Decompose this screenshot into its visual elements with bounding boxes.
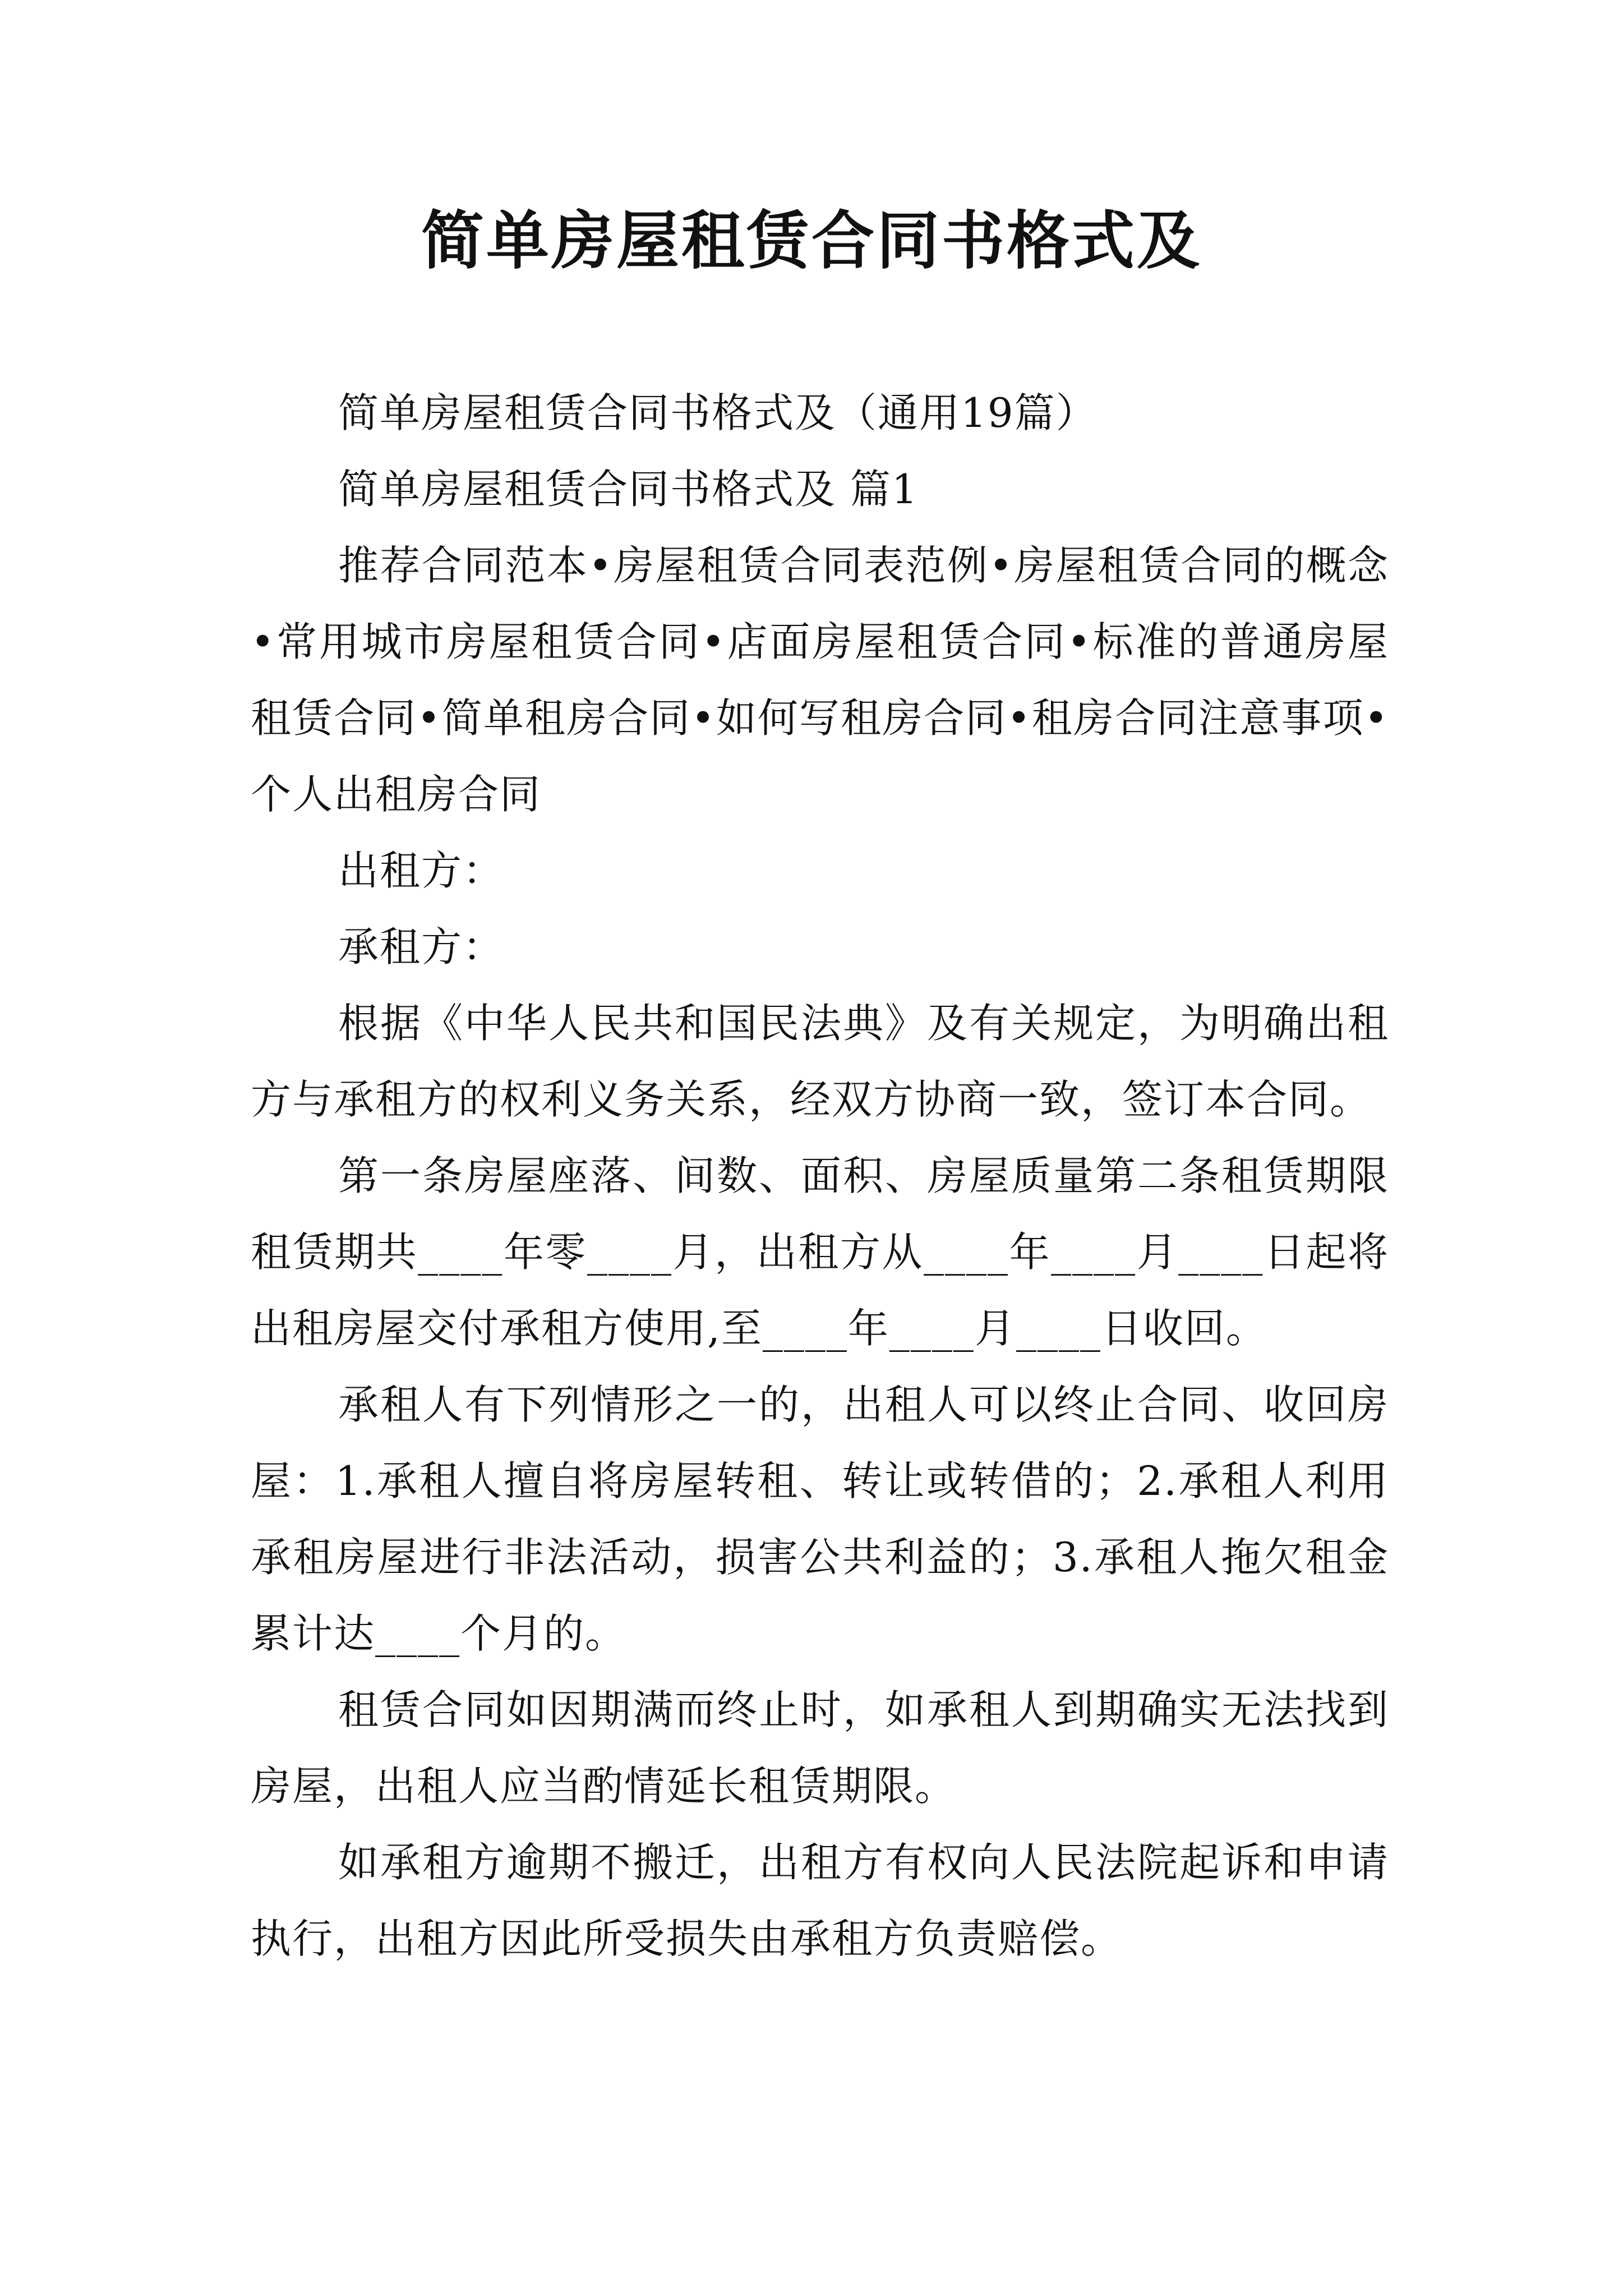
paragraph-overdue: 如承租方逾期不搬迁，出租方有权向人民法院起诉和申请执行，出租方因此所受损失由承租方负责赔偿。 [251,1839,1389,1962]
paragraph-lessor: 出租方： [338,847,505,894]
paragraph-article-1: 第一条房屋座落、间数、面积、房屋质量第二条租赁期限租赁期共____年零____月，出租方从____年____月____日起将出租房屋交付承租方使用,至____年____月____日收回。 [251,1152,1389,1352]
paragraph-section-heading: 简单房屋租赁合同书格式及 篇1 [338,466,919,513]
paragraph-recommended-list: 推荐合同范本•房屋租赁合同表范例•房屋租赁合同的概念•常用城市房屋租赁合同•店面房屋租赁合同•标准的普通房屋租赁合同•简单租房合同•如何写租房合同•租房合同注意事项•个人出租房合同 [251,542,1389,818]
paragraph-extension: 租赁合同如因期满而终止时，如承租人到期确实无法找到房屋，出租人应当酌情延长租赁期限。 [251,1686,1389,1810]
document-title: 简单房屋租赁合同书格式及 [421,205,1202,278]
document-body [251,375,1389,1977]
paragraph-termination: 承租人有下列情形之一的，出租人可以终止合同、收回房屋：1.承租人擅自将房屋转租、转让或转借的；2.承租人利用承租房屋进行非法活动，损害公共利益的；3.承租人拖欠租金累计达____个月的。 [251,1381,1389,1657]
paragraph-subtitle: 简单房屋租赁合同书格式及（通用19篇） [338,389,1098,436]
paragraph-preamble: 根据《中华人民共和国民法典》及有关规定，为明确出租方与承租方的权利义务关系，经双方协商一致，签订本合同。 [251,1000,1389,1123]
paragraph-lessee: 承租方： [338,923,505,970]
